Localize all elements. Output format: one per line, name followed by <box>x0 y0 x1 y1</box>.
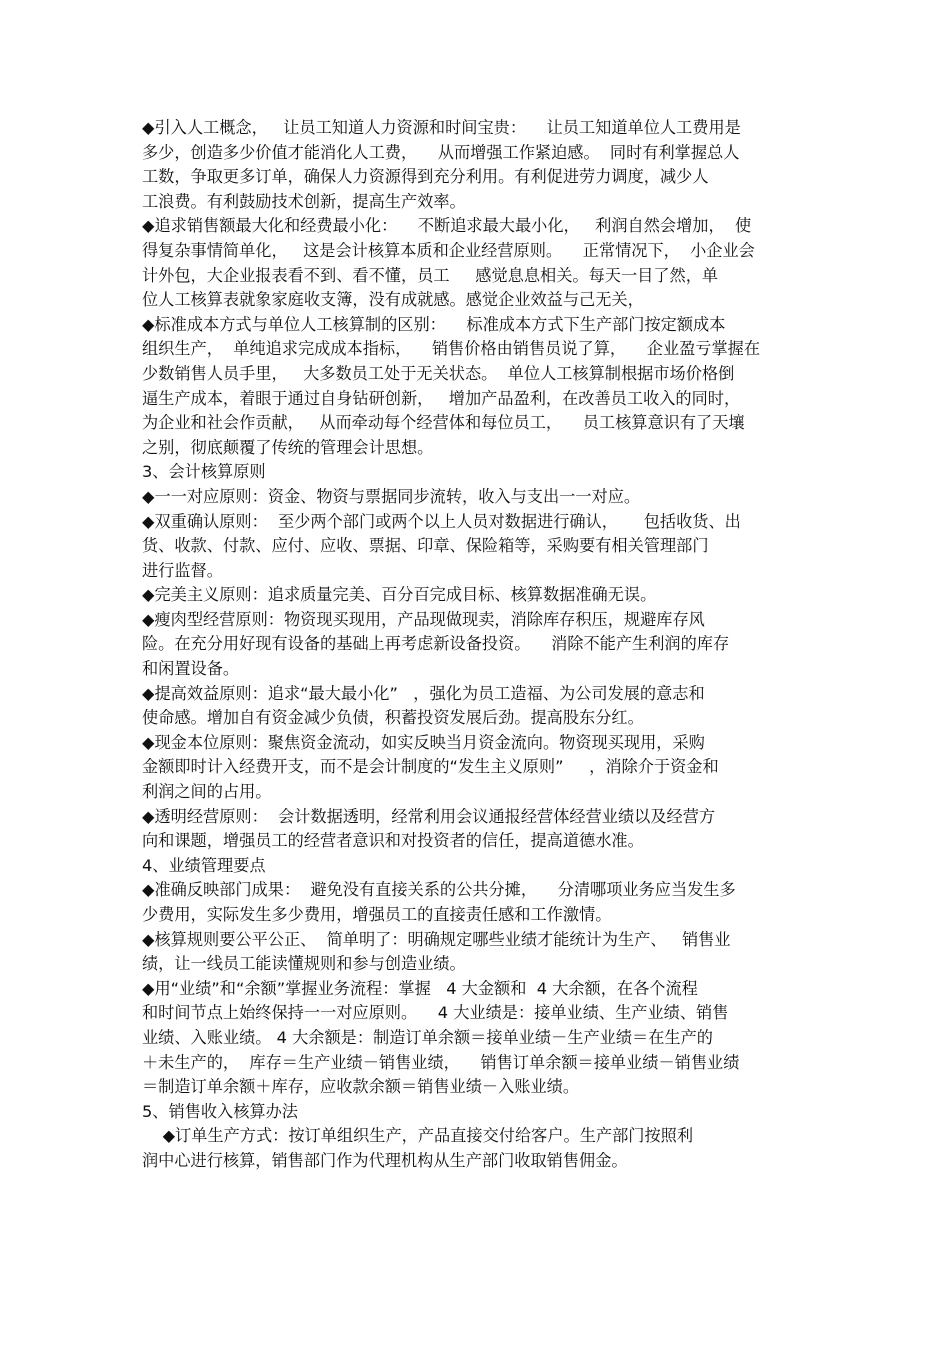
text-line: 为企业和社会作贡献， 从而牵动每个经营体和每位员工， 员工核算意识有了天壤 <box>142 413 745 433</box>
text-line: ◆双重确认原则： 至少两个部门或两个以上人员对数据进行确认， 包括收货、出 <box>142 511 741 531</box>
text-line: 使命感。增加自有资金减少负债，积蓄投资发展后劲。提高股东分红。 <box>142 708 644 728</box>
document-body <box>142 116 812 1174</box>
text-line: ◆标准成本方式与单位人工核算制的区别： 标准成本方式下生产部门按定额成本 <box>142 314 726 334</box>
text-line: 之别，彻底颠覆了传统的管理会计思想。 <box>142 437 434 457</box>
text-line: 组织生产， 单纯追求完成成本指标， 销售价格由销售员说了算， 企业盈亏掌握在 <box>142 339 761 359</box>
text-line: 向和课题，增强员工的经营者意识和对投资者的信任，提高道德水准。 <box>142 831 644 851</box>
text-line: 少数销售人员手里， 大多数员工处于无关状态。 单位人工核算制根据市场价格倒 <box>142 363 735 383</box>
text-line: ◆订单生产方式：按订单组织生产，产品直接交付给客户。生产部门按照利 <box>142 1126 694 1146</box>
text-line: 工浪费。有利鼓励技术创新，提高生产效率。 <box>142 191 466 211</box>
text-line: ◆提高效益原则：追求“最大最小化” ，强化为员工造福、为公司发展的意志和 <box>142 683 705 703</box>
text-line: ＝制造订单余额＋库存，应收款余额＝销售业绩－入账业绩。 <box>142 1077 580 1097</box>
text-line: 进行监督。 <box>142 560 223 580</box>
text-line: 险。在充分用好现有设备的基础上再考虑新设备投资。 消除不能产生利润的库存 <box>142 634 730 654</box>
text-line: 逼生产成本，着眼于通过自身钻研创新， 增加产品盈利，在改善员工收入的同时， <box>142 388 741 408</box>
text-line: 少费用，实际发生多少费用，增强员工的直接责任感和工作激情。 <box>142 905 612 924</box>
text-line: 利润之间的占用。 <box>142 782 272 802</box>
text-line: ◆完美主义原则：追求质量完美、百分百完成目标、核算数据准确无误。 <box>142 585 657 605</box>
text-line: 工数，争取更多订单，确保人力资源得到充分利用。有利促进劳力调度，减少人 <box>142 167 709 187</box>
text-line: 润中心进行核算，销售部门作为代理机构从生产部门收取销售佣金。 <box>142 1150 628 1170</box>
text-line: 绩，让一线员工能读懂规则和参与创造业绩。 <box>142 954 466 974</box>
text-line: ＋未生产的， 库存＝生产业绩－销售业绩， 销售订单余额＝接单业绩－销售业绩 <box>142 1052 740 1072</box>
section-heading: 3、会计核算原则 <box>142 462 266 482</box>
text-line: ◆引入人工概念， 让员工知道人力资源和时间宝贵： 让员工知道单位人工费用是 <box>142 118 741 137</box>
section-heading: 5、销售收入核算办法 <box>142 1101 298 1121</box>
text-line: ◆核算规则要公平公正、 简单明了：明确规定哪些业绩才能统计为生产、 销售业 <box>142 929 731 949</box>
section-heading: 4、业绩管理要点 <box>142 855 266 875</box>
text-line: ◆透明经营原则： 会计数据透明，经常利用会议通报经营体经营业绩以及经营方 <box>142 806 716 826</box>
text-line: 位人工核算表就象家庭收支簿，没有成就感。感觉企业效益与己无关， <box>142 290 644 310</box>
text-line: 和闲置设备。 <box>142 659 240 679</box>
text-line: 计外包，大企业报表看不到、看不懂，员工 感觉息息相关。每天一目了然，单 <box>142 265 719 285</box>
text-line: 得复杂事情简单化， 这是会计核算本质和企业经营原则。 正常情况下， 小企业会 <box>142 240 755 260</box>
text-line: ◆一一对应原则：资金、物资与票据同步流转，收入与支出一一对应。 <box>142 486 641 506</box>
text-line: ◆瘦肉型经营原则：物资现买现用，产品现做现卖，消除库存积压，规避库存风 <box>142 609 705 629</box>
text-line: 金额即时计入经费开支，而不是会计制度的“发生主义原则” ，消除介于资金和 <box>142 757 719 777</box>
text-line: 货、收款、付款、应付、应收、票据、印章、保险箱等，采购要有相关管理部门 <box>142 536 709 556</box>
text-line: ◆准确反映部门成果： 避免没有直接关系的公共分摊， 分清哪项业务应当发生多 <box>142 880 736 900</box>
text-line: ◆追求销售额最大化和经费最小化： 不断追求最大最小化， 利润自然会增加， 使 <box>142 216 752 236</box>
text-line: 多少，创造多少价值才能消化人工费， 从而增强工作紧迫感。 同时有利掌握总人 <box>142 142 740 162</box>
text-line: 和时间节点上始终保持一一对应原则。 4 大业绩是：接单业绩、生产业绩、销售 <box>142 1003 729 1023</box>
text-line: ◆现金本位原则：聚焦资金流动，如实反映当月资金流向。物资现买现用，采购 <box>142 732 705 752</box>
text-line: 业绩、入账业绩。 4 大余额是：制造订单余额＝接单业绩－生产业绩＝在生产的 <box>142 1027 713 1047</box>
text-line: ◆用“业绩”和“余额”掌握业务流程：掌握 4 大金额和 4 大余额，在各个流程 <box>142 978 698 998</box>
